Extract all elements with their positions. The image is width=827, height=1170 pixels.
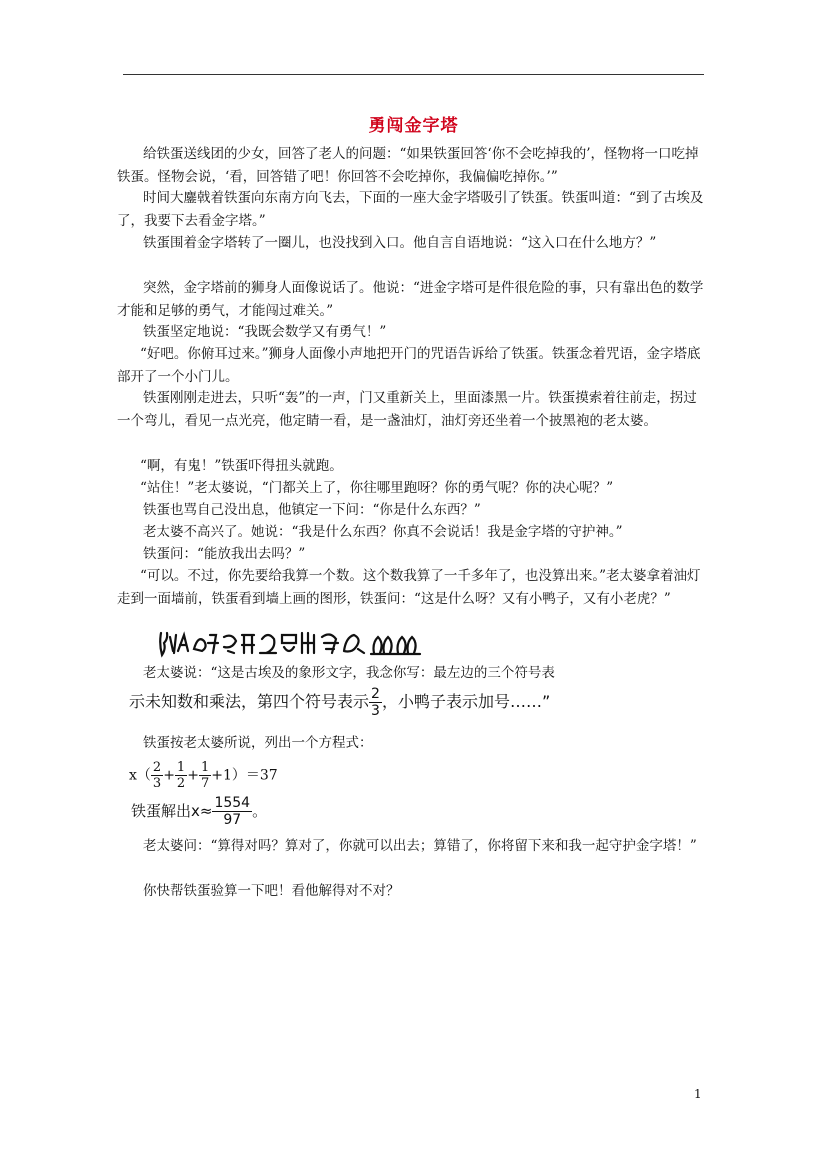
paragraph: “站住！”老太婆说，“门都关上了，你往哪里跑呀？你的勇气呢？你的决心呢？”	[140, 480, 614, 496]
paragraph: “啊，有鬼！”铁蛋吓得扭头就跑。	[140, 458, 343, 474]
hieroglyph-row-image	[158, 629, 428, 659]
paragraph: 铁蛋也骂自己没出息，他镇定一下问：“你是什么东西？”	[143, 502, 481, 518]
paragraph: 铁蛋问：“能放我出去吗？”	[143, 546, 306, 562]
fraction-denominator: 7	[200, 776, 210, 791]
paragraph: “可以。不过，你先要给我算一个数。这个数我算了一千多年了，也没算出来。”老太婆拿着油灯走到一面墙前，铁蛋看到墙上画的图形，铁蛋问：“这是什么呀？又有小鸭子，又有小老虎？”	[117, 568, 701, 607]
plus-sign: +	[163, 767, 175, 784]
fraction-two-thirds	[369, 687, 382, 718]
paragraph: 老太婆问：“算得对吗？算对了，你就可以出去；算错了，你将留下来和我一起守护金字塔！”	[143, 838, 697, 854]
paragraph: 突然，金字塔前的狮身人面像说话了。他说：“进金字塔可是件很危险的事，只有靠出色的数学才能和足够的勇气，才能闯过难关。”	[117, 280, 704, 319]
paragraph: “好吧。你俯耳过来。”狮身人面像小声地把开门的咒语告诉给了铁蛋。铁蛋念着咒语，金字塔底部开了一个小门儿。	[117, 346, 701, 385]
paragraph: 你快帮铁蛋验算一下吧！看他解得对不对？	[143, 883, 400, 899]
result-fraction	[212, 796, 252, 827]
result-suffix: 。	[252, 802, 268, 820]
sentence-text: ，小鸭子表示加号……”	[381, 692, 551, 711]
fraction-denominator: 3	[152, 776, 162, 791]
result-prefix: 铁蛋解出x≈	[131, 802, 213, 820]
paragraph: 时间大鏖戟着铁蛋向东南方向飞去，下面的一座大金字塔吸引了铁蛋。铁蛋叫道：“到了古埃及了，我要下去看金字塔。”	[117, 190, 704, 229]
fraction-numerator: 1	[176, 760, 186, 775]
paragraph: 铁蛋刚刚走进去，只听“轰”的一声，门又重新关上，里面漆黑一片。铁蛋摸索着往前走，拐过一个弯儿，看见一点光亮，他定睛一看，是一盏油灯，油灯旁还坐着一个披黑袍的老太婆。	[117, 390, 697, 429]
fraction-numerator: 1	[200, 760, 210, 775]
header-rule	[123, 74, 704, 75]
fraction-numerator: 2	[371, 686, 380, 702]
paragraph: 铁蛋围着金字塔转了一圈儿，也没找到入口。他自言自语地说：“这入口在什么地方？”	[143, 235, 657, 251]
fraction-numerator: 2	[152, 760, 162, 775]
result-line	[131, 796, 267, 827]
equation	[129, 761, 278, 790]
paragraph: 铁蛋坚定地说：“我既会数学又有勇气！”	[143, 324, 387, 340]
fraction	[151, 761, 163, 790]
page-number: 1	[694, 1087, 702, 1101]
paragraph: 老太婆不高兴了。她说：“我是什么东西？你真不会说话！我是金字塔的守护神。”	[143, 524, 623, 540]
fraction	[175, 761, 187, 790]
paragraph: 给铁蛋送线团的少女，回答了老人的问题：“如果铁蛋回答‘你不会吃掉我的’，怪物将一口吃掉铁蛋。怪物会说，‘看，回答错了吧！你回答不会吃掉你，我偏偏吃掉你。’”	[117, 146, 699, 185]
fraction-numerator: 1554	[214, 795, 251, 811]
sentence-text: 示未知数和乘法，第四个符号表示	[129, 692, 370, 711]
fraction-denominator: 2	[176, 776, 186, 791]
fraction-denominator: 3	[371, 703, 380, 719]
equation-tail: +1）＝37	[211, 767, 278, 784]
paragraph: 铁蛋按老太婆所说，列出一个方程式：	[143, 735, 373, 751]
fraction-denominator: 97	[223, 812, 242, 828]
equation-prefix: x（	[129, 767, 151, 784]
paragraph: 老太婆说：“这是古埃及的象形文字，我念你写：最左边的三个符号表	[143, 665, 555, 681]
plus-sign: +	[187, 767, 199, 784]
fraction	[199, 761, 211, 790]
page-title: 勇闯金字塔	[368, 116, 459, 136]
fraction-sentence	[129, 687, 550, 718]
